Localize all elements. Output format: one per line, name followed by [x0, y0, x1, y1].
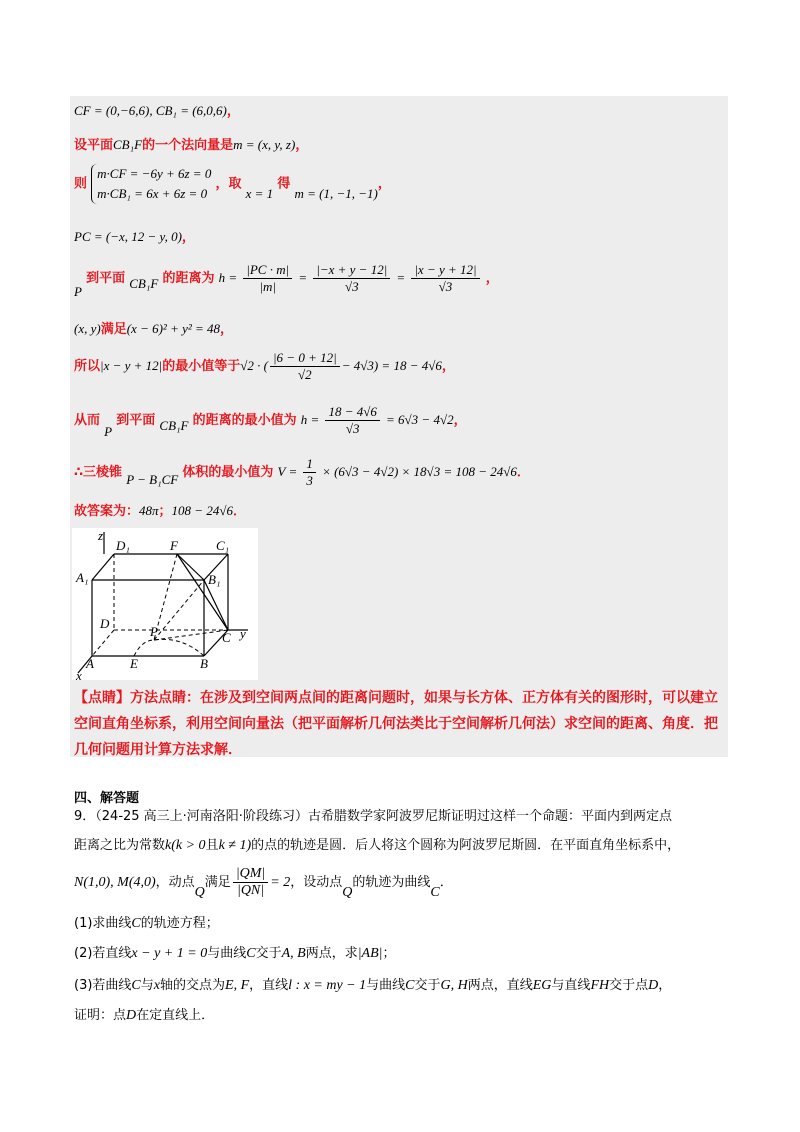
text: 轴的交点为 [160, 978, 226, 993]
fraction [313, 262, 390, 295]
fraction [325, 404, 379, 437]
question-part-1 [74, 912, 219, 932]
points: N(1,0), M(4,0) [74, 875, 156, 890]
text: 的一个法向量是 [142, 138, 234, 153]
denominator: 3 [306, 473, 313, 488]
fraction [270, 350, 340, 383]
normal-vector-value: m = (1, −1, −1) [294, 185, 378, 201]
expression: − 4√3) = 18 − 4√6 [341, 358, 442, 373]
label-f: F [170, 538, 178, 553]
equation-system [91, 164, 211, 204]
point-d: D [126, 1008, 137, 1023]
text: 交于 [414, 978, 441, 993]
punct: ， [220, 322, 234, 337]
edge-fc [177, 554, 228, 630]
question-part-3-cont [74, 1004, 214, 1024]
circle-equation: (x − 6)² + y² = 48 [126, 321, 221, 336]
text: 与直线 [551, 978, 591, 993]
numerator: 1 [303, 456, 316, 473]
label-c1: C₁ [216, 538, 230, 553]
text: 交于 [255, 946, 282, 961]
punct: ， [226, 104, 240, 119]
text: 满足 [204, 875, 231, 890]
text: 的最小值等于 [162, 359, 241, 374]
text: 两点，直线 [467, 978, 533, 993]
point-p: P [104, 424, 113, 439]
text: 则 [74, 176, 88, 192]
edge-da [92, 630, 114, 656]
text: ，动点 [155, 875, 195, 890]
math: x − y + 1 = 0 [131, 946, 208, 961]
curve-c: C [430, 885, 440, 900]
text: 的距离为 [162, 271, 215, 286]
answer-1: 48π [139, 503, 159, 518]
punct: ． [439, 875, 453, 890]
answer-line [74, 500, 246, 519]
question-line-1: 9．（24-25 高三上·河南洛阳·阶段练习）古希腊数学家阿波罗尼斯证明过这样一个命题：平面内到两定点 [74, 809, 672, 824]
text: (2)若直线 [74, 946, 132, 961]
fraction [411, 262, 479, 295]
text: (1)求曲线 [74, 916, 132, 931]
text: 与曲线 [366, 978, 406, 993]
cuboid-diagram [72, 528, 258, 680]
text: 的距离的最小值为 [192, 413, 297, 428]
numerator: |QM| [233, 866, 268, 883]
punct: ， [377, 176, 391, 192]
punct: ． [232, 504, 246, 519]
denominator: √2 [298, 367, 312, 382]
fraction [233, 866, 268, 899]
text: 得 [277, 176, 291, 192]
text: 的轨迹方程； [140, 916, 219, 931]
point-q: Q [342, 885, 353, 900]
expression: = 6√3 − 4√2 [386, 412, 454, 427]
label-p: P [150, 624, 158, 639]
numerator: |6 − 0 + 12| [270, 350, 340, 367]
line-l: l : x = my − 1 [288, 978, 367, 993]
text: 到平面 [116, 413, 156, 428]
numerator: 18 − 4√6 [325, 404, 379, 421]
plane-name: CB₁F [129, 276, 159, 291]
solution-line-3 [74, 164, 391, 204]
text: 距离之比为常数 [74, 838, 166, 853]
v-label: V = [277, 464, 298, 479]
solution-line-7 [74, 350, 455, 383]
punct: ； [158, 504, 172, 519]
denominator: |m| [259, 279, 277, 294]
question-part-2 [74, 942, 396, 962]
math: k(k > 0 [165, 838, 206, 853]
denominator: √3 [344, 279, 359, 294]
label-z: z [98, 528, 104, 543]
fraction [243, 262, 292, 295]
equals: = [396, 270, 406, 285]
label-d1: D₁ [116, 538, 130, 553]
punct: ． [516, 465, 530, 480]
label-x: x [76, 668, 82, 680]
curve-c: C [246, 946, 256, 961]
text: 设平面 [74, 138, 114, 153]
question-part-3 [74, 974, 671, 994]
text: ，取 [215, 176, 242, 192]
answer-label: 故答案为： [74, 504, 140, 519]
numerator: |PC · m| [243, 262, 292, 279]
text: 在定直线上． [136, 1008, 215, 1023]
math: FH [590, 978, 610, 993]
point-q: Q [194, 885, 205, 900]
equals: = [298, 270, 308, 285]
text: (3)若曲线 [74, 978, 132, 993]
section-title: 四、解答题 [74, 791, 140, 806]
text: ∴三棱锥 [74, 465, 123, 480]
text: 两点，求 [305, 946, 358, 961]
label-a: A [86, 656, 94, 671]
punct: ， [181, 230, 195, 245]
punct: ； [382, 946, 396, 961]
label-b1: B₁ [208, 572, 221, 587]
solution-line-9 [74, 456, 530, 489]
punct: ， [295, 138, 309, 153]
abs-expression: |x − y + 12| [100, 358, 163, 373]
edge-b1c [204, 580, 228, 630]
text: 到平面 [86, 271, 126, 286]
expression: √2 · ( [240, 358, 268, 373]
plane-name: CB₁F [159, 418, 189, 433]
text: 满足 [100, 322, 127, 337]
fraction [303, 456, 316, 489]
label-d: D [100, 616, 110, 631]
curve-c: C [131, 916, 141, 931]
h-label: h = [218, 270, 238, 285]
denominator: √3 [345, 421, 360, 436]
pyramid-name: P − B₁CF [126, 472, 179, 487]
numerator: |−x + y − 12| [313, 262, 390, 279]
math: |AB| [357, 946, 383, 961]
math: G, H [440, 978, 468, 993]
text: 证明：点 [74, 1008, 127, 1023]
point-p: P [74, 284, 82, 299]
solution-line-1 [74, 100, 240, 119]
text: ，直线 [249, 978, 289, 993]
method-note: 【点睛】方法点睛：在涉及到空间两点间的距离问题时，如果与长方体、正方体有关的图形时，可以建立空间直角坐标系，利用空间向量法（把平面解析几何法类比于空间解析几何法）求空间的距离、角度．把几何问题用计算方法求解． [74, 690, 718, 758]
text: 与 [140, 978, 154, 993]
equation-1: m·CF = −6y + 6z = 0 [97, 166, 212, 181]
equation-2: m·CB₁ = 6x + 6z = 0 [97, 186, 208, 201]
solution-line-6 [74, 318, 233, 337]
punct: ， [485, 271, 499, 286]
math: A, B [281, 946, 306, 961]
denominator: |QN| [236, 883, 265, 898]
edge-fb1 [177, 554, 204, 580]
solution-line-5 [74, 262, 499, 299]
math: k ≠ 1) [218, 838, 252, 853]
point-xy: (x, y) [74, 321, 101, 336]
h-label: h = [300, 412, 320, 427]
text: 的轨迹为曲线 [352, 875, 431, 890]
x-value: x = 1 [245, 185, 274, 201]
math: E, F [225, 978, 250, 993]
solution-line-8 [74, 404, 467, 437]
text: 所以 [74, 359, 101, 374]
edge-pc [154, 630, 228, 640]
math: = 2 [270, 875, 291, 890]
edge-a1d1 [92, 554, 114, 580]
plane-name: CB₁F [113, 137, 143, 152]
cuboid-figure [72, 528, 258, 680]
label-c: C [222, 630, 231, 645]
label-e: E [130, 656, 138, 671]
label-y: y [240, 626, 246, 641]
punct: ， [658, 978, 672, 993]
expression: × (6√3 − 4√2) × 18√3 = 108 − 24√6 [322, 464, 517, 479]
solution-line-4 [74, 226, 195, 245]
text: 交于点 [609, 978, 649, 993]
denominator: √3 [438, 279, 453, 294]
solution-line-2 [74, 134, 308, 153]
math: EG [532, 978, 552, 993]
curve-c: C [131, 978, 141, 993]
question-line-3 [74, 866, 453, 899]
curve-ep [134, 639, 204, 656]
answer-2: 108 − 24√6 [171, 503, 233, 518]
text: 与曲线 [207, 946, 247, 961]
numerator: |x − y + 12| [411, 262, 479, 279]
curve-c: C [405, 978, 415, 993]
edge-pb1 [154, 580, 204, 640]
text: 的点的轨迹是圆．后人将这个圆称为阿波罗尼斯圆．在平面直角坐标系中， [251, 838, 681, 853]
label-a1: A₁ [76, 570, 89, 585]
point-d: D [648, 978, 659, 993]
punct: ， [441, 359, 455, 374]
question-line-2 [74, 834, 680, 854]
math: x [153, 978, 160, 993]
text: 从而 [74, 413, 101, 428]
text: 且 [205, 838, 219, 853]
punct: ， [453, 413, 467, 428]
text: 体积的最小值为 [182, 465, 274, 480]
vector-pc: PC = (−x, 12 − y, 0) [74, 229, 182, 244]
text: ，设动点 [290, 875, 343, 890]
normal-vector: m = (x, y, z) [233, 137, 296, 152]
vector-cf-cb1: CF = (0,−6,6), CB₁ = (6,0,6) [74, 103, 227, 118]
label-b: B [200, 656, 208, 671]
